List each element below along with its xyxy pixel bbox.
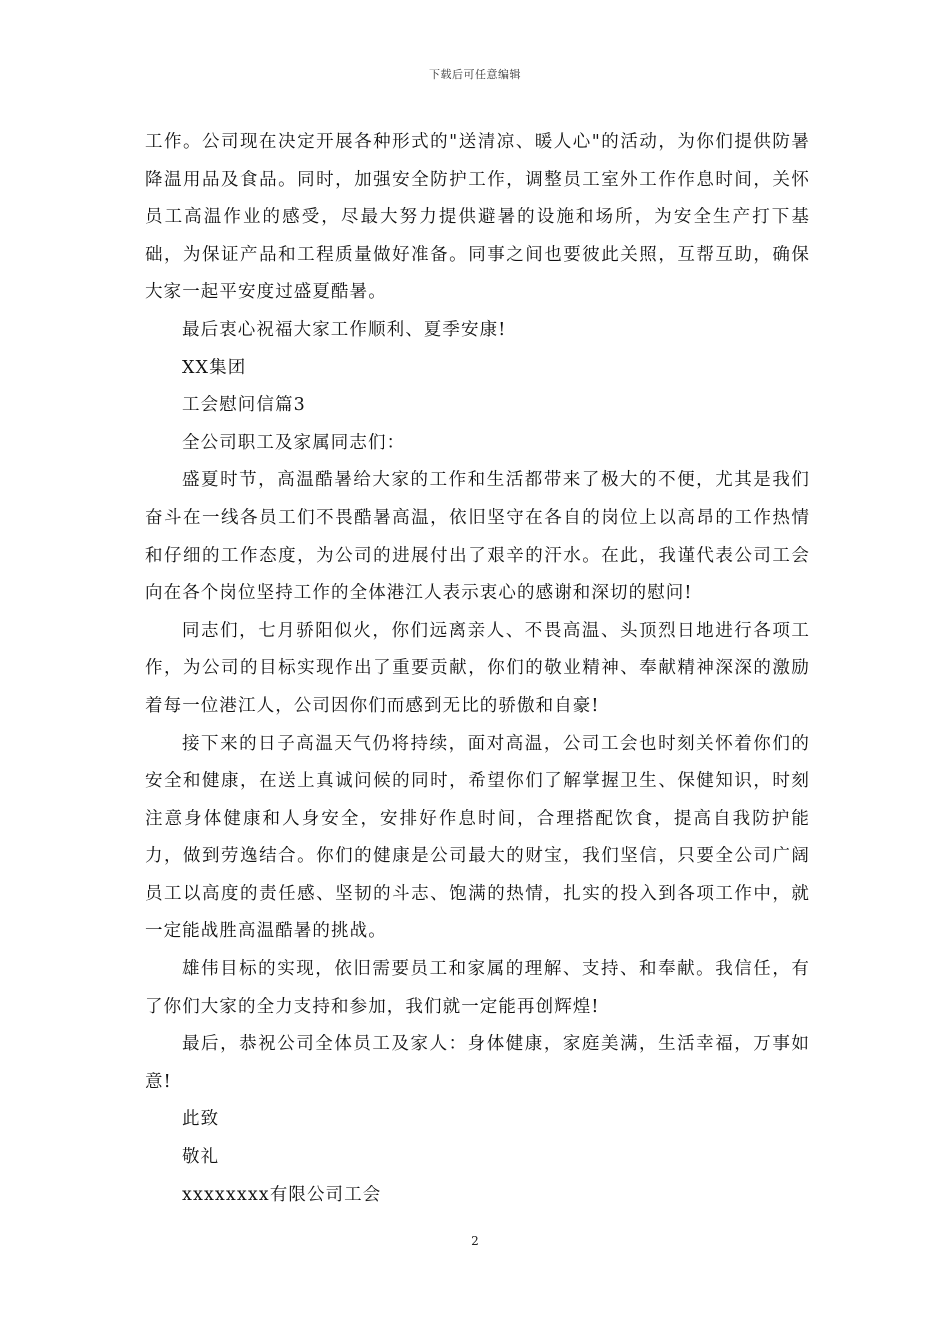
paragraph-regards: 敬礼: [182, 1147, 220, 1168]
page-number: 2: [471, 1234, 479, 1248]
paragraph-body: 接下来的日子高温天气仍将持续，面对高温，公司工会也时刻关怀着你们的安全和健康，在送上真诚问候的同时，希望你们了解掌握卫生、保健知识，时刻注意身体健康和人身安全，安排好作息时间，合理搭配饮食，提高自我防护能力，做到劳逸结合。你们的健康是公司最大的财宝，我们坚信，只要全公司广阔员工以高度的责任感、坚韧的斗志、饱满的热情，扎实的投入到各项工作中，就一定能战胜高温酷暑的挑战。: [145, 733, 810, 942]
paragraph-signature-union: xxxxxxxx有限公司工会: [182, 1184, 382, 1205]
paragraph-body: 雄伟目标的实现，依旧需要员工和家属的理解、支持、和奉献。我信任，有了你们大家的全力支持和参加，我们就一定能再创辉煌!: [145, 959, 810, 1017]
paragraph-body: 同志们，七月骄阳似火，你们远离亲人、不畏高温、头顶烈日地进行各项工作，为公司的目标实现作出了重要贡献，你们的敬业精神、奉献精神深深的激励着每一位港江人，公司因你们而感到无比的骄傲和自豪!: [145, 620, 810, 716]
paragraph-closing-wishes: 最后衷心祝福大家工作顺利、夏季安康!: [182, 319, 507, 340]
page-header: 下载后可任意编辑: [429, 68, 521, 81]
section-title: 工会慰问信篇3: [182, 395, 306, 416]
document-body: [145, 124, 810, 1214]
paragraph-body: 盛夏时节，高温酷暑给大家的工作和生活都带来了极大的不便，尤其是我们奋斗在一线各员工们不畏酷暑高温，依旧坚守在各自的岗位上以高昂的工作热情和仔细的工作态度，为公司的进展付出了艰辛的汗水。在此，我谨代表公司工会向在各个岗位坚持工作的全体港江人表示衷心的感谢和深切的慰问!: [145, 470, 810, 604]
paragraph-final-wishes: 最后，恭祝公司全体员工及家人：身体健康，家庭美满，生活幸福，万事如意!: [145, 1034, 810, 1092]
paragraph-salutation: 全公司职工及家属同志们：: [182, 432, 406, 453]
paragraph-continuation: 工作。公司现在决定开展各种形式的"送清凉、暖人心"的活动，为你们提供防暑降温用品及食品。同时，加强安全防护工作，调整员工室外工作作息时间，关怀员工高温作业的感受，尽最大努力提供避暑的设施和场所，为安全生产打下基础，为保证产品和工程质量做好准备。同事之间也要彼此关照，互帮互助，确保大家一起平安度过盛夏酷暑。: [145, 132, 810, 303]
paragraph-closing-phrase: 此致: [182, 1109, 220, 1130]
paragraph-signature-group: XX集团: [182, 357, 247, 378]
